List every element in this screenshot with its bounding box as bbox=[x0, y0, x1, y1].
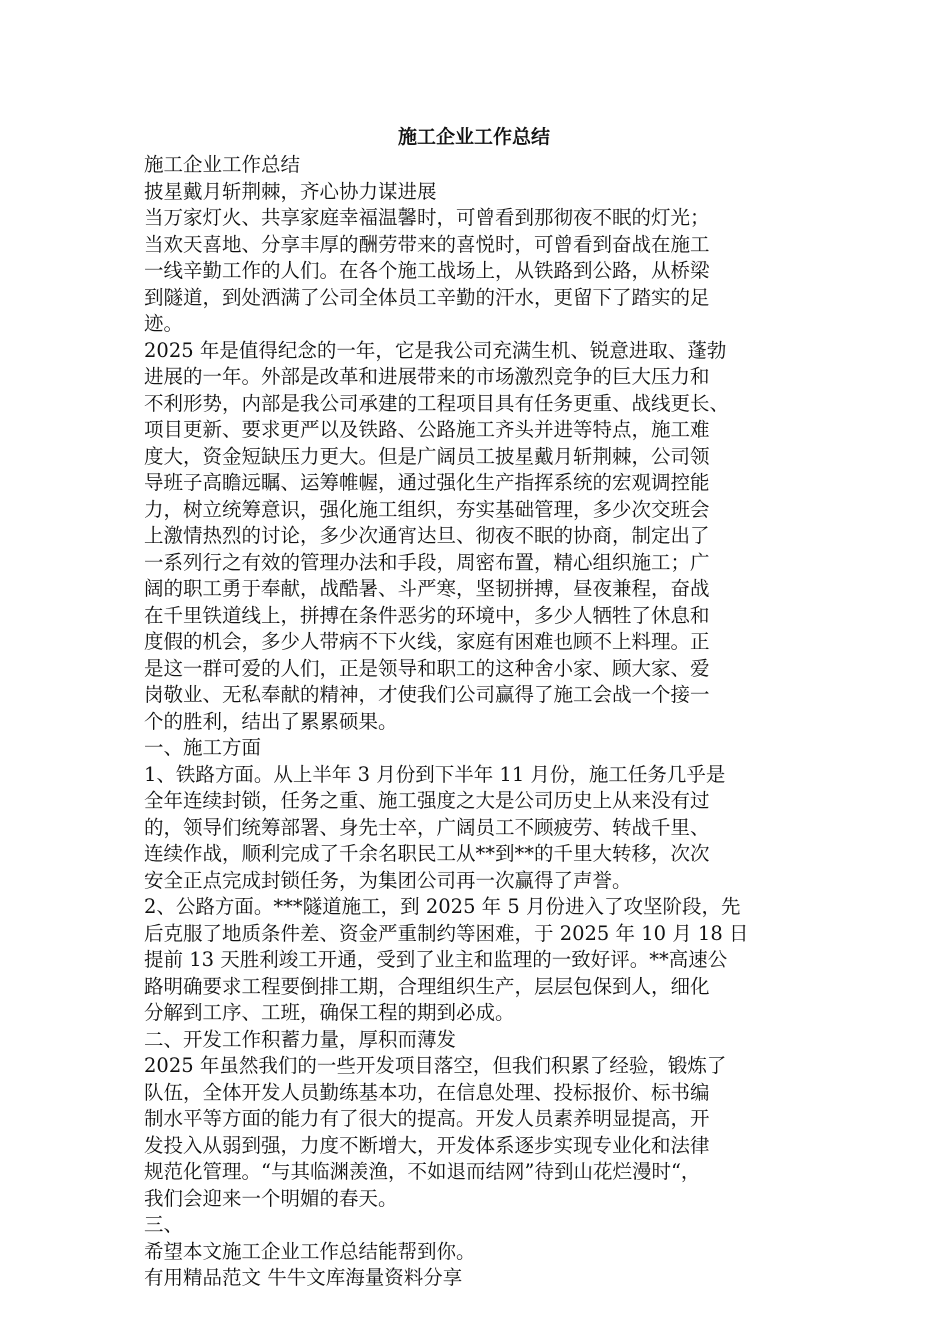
text-line: 迹。 bbox=[144, 312, 184, 335]
text-line: 导班子高瞻远瞩、运筹帷幄，通过强化生产指挥系统的宏观调控能 bbox=[144, 471, 710, 494]
text-line: 当欢天喜地、分享丰厚的酬劳带来的喜悦时，可曾看到奋战在施工 bbox=[144, 232, 710, 256]
text-line: 个的胜利，结出了累累硕果。 bbox=[144, 709, 398, 733]
text-line: 有用精品范文 牛牛文库海量资料分享 bbox=[144, 1266, 463, 1289]
text-line: 一线辛勤工作的人们。在各个施工战场上，从铁路到公路，从桥梁 bbox=[144, 259, 710, 282]
document-page bbox=[144, 124, 804, 1292]
text-line: 项目更新、要求更严以及铁路、公路施工齐头并进等特点，施工难 bbox=[144, 418, 710, 441]
text-line: 1、铁路方面。从上半年 3 月份到下半年 11 月份，施工任务几乎是 bbox=[144, 762, 726, 786]
text-line: 披星戴月斩荆棘，齐心协力谋进展 bbox=[144, 179, 437, 203]
text-line: 2025 年虽然我们的一些开发项目落空，但我们积累了经验，锻炼了 bbox=[144, 1054, 727, 1077]
text-line: 是这一群可爱的人们，正是领导和职工的这种舍小家、顾大家、爱 bbox=[144, 656, 710, 680]
text-line: 度假的机会，多少人带病不下火线，家庭有困难也顾不上料理。正 bbox=[144, 630, 710, 653]
text-line: 到隧道，到处洒满了公司全体员工辛勤的汗水，更留下了踏实的足 bbox=[144, 285, 710, 309]
text-line: 全年连续封锁，任务之重、施工强度之大是公司历史上从来没有过 bbox=[144, 789, 710, 812]
text-line: 的，领导们统筹部署、身先士卒，广阔员工不顾疲劳、转战千里、 bbox=[144, 815, 710, 839]
text-line: 岗敬业、无私奉献的精神，才使我们公司赢得了施工会战一个接一 bbox=[144, 683, 710, 706]
text-line: 三、 bbox=[144, 1213, 184, 1236]
text-line: 队伍，全体开发人员勤练基本功，在信息处理、投标报价、标书编 bbox=[144, 1080, 710, 1104]
text-line: 提前 13 天胜利竣工开通，受到了业主和监理的一致好评。**高速公 bbox=[144, 948, 728, 971]
text-line: 2、公路方面。***隧道施工，到 2025 年 5 月份进入了攻坚阶段，先 bbox=[144, 895, 741, 918]
text-line: 分解到工序、工班，确保工程的期到必成。 bbox=[144, 1001, 515, 1024]
text-line: 希望本文施工企业工作总结能帮到你。 bbox=[144, 1239, 476, 1263]
text-line: 二、开发工作积蓄力量，厚积而薄发 bbox=[144, 1027, 457, 1051]
text-line: 度大，资金短缺压力更大。但是广阔员工披星戴月斩荆棘，公司领 bbox=[144, 444, 710, 468]
text-line: 施工企业工作总结 bbox=[144, 153, 301, 176]
text-line: 安全正点完成封锁任务，为集团公司再一次赢得了声誉。 bbox=[144, 868, 632, 892]
text-line: 阔的职工勇于奉献，战酷暑、斗严寒，坚韧拼搏，昼夜兼程，奋战 bbox=[144, 577, 710, 600]
text-line: 制水平等方面的能力有了很大的提高。开发人员素养明显提高，开 bbox=[144, 1107, 710, 1130]
text-line: 后克服了地质条件差、资金严重制约等困难，于 2025 年 10 月 18 日 bbox=[144, 921, 749, 945]
text-line: 连续作战，顺利完成了千余名职民工从**到**的千里大转移，次次 bbox=[144, 842, 710, 865]
text-line: 发投入从弱到强，力度不断增大，开发体系逐步实现专业化和法律 bbox=[144, 1133, 710, 1157]
document-title: 施工企业工作总结 bbox=[397, 126, 550, 148]
text-line: 一系列行之有效的管理办法和手段，周密布置，精心组织施工；广 bbox=[144, 550, 710, 574]
text-line: 在千里铁道线上，拼搏在条件恶劣的环境中，多少人牺牲了休息和 bbox=[144, 603, 710, 627]
text-line: 规范化管理。“与其临渊羡渔，不如退而结网”待到山花烂漫时“， bbox=[144, 1160, 701, 1183]
text-line: 当万家灯火、共享家庭幸福温馨时，可曾看到那彻夜不眠的灯光； bbox=[144, 206, 710, 229]
text-line: 力，树立统筹意识，强化施工组织，夯实基础管理，多少次交班会 bbox=[144, 497, 710, 521]
text-line: 我们会迎来一个明媚的春天。 bbox=[144, 1186, 398, 1210]
text-line: 一、施工方面 bbox=[144, 736, 262, 759]
text-line: 路明确要求工程要倒排工期，合理组织生产，层层包保到人，细化 bbox=[144, 974, 710, 998]
text-line: 不利形势，内部是我公司承建的工程项目具有任务更重、战线更长、 bbox=[144, 391, 730, 415]
text-line: 2025 年是值得纪念的一年，它是我公司充满生机、锐意进取、蓬勃 bbox=[144, 338, 727, 362]
text-line: 进展的一年。外部是改革和进展带来的市场激烈竞争的巨大压力和 bbox=[144, 365, 710, 388]
text-line: 上激情热烈的讨论，多少次通宵达旦、彻夜不眠的协商，制定出了 bbox=[144, 524, 710, 547]
document-body bbox=[144, 152, 804, 1292]
